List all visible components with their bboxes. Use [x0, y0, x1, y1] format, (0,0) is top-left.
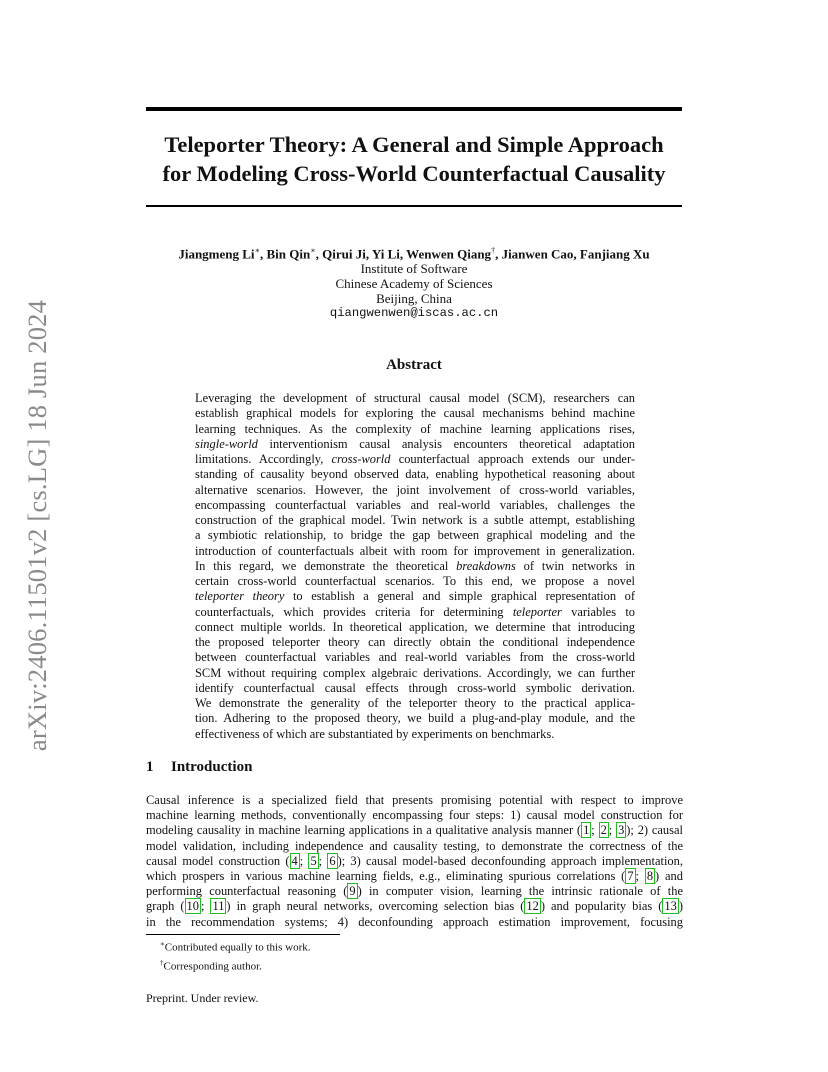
citation-link[interactable]: 7: [627, 868, 634, 883]
abstract-heading: Abstract: [386, 357, 442, 373]
body-line: [146, 854, 683, 869]
citation-link[interactable]: 2: [600, 823, 607, 838]
body-text: performing counterfactual reasoning (: [146, 884, 348, 899]
abstract-text: limitations. Accordingly,: [195, 452, 332, 466]
citation-link[interactable]: 11: [212, 899, 225, 914]
abstract-line: [195, 452, 635, 467]
body-line: model validation, including independence and causality testing, to demonstrate the correctness of the: [146, 838, 683, 853]
citation-separator: ;: [591, 823, 599, 838]
emphasis-text: teleporter theory: [195, 589, 285, 604]
footnote-mark: ∗: [160, 940, 165, 948]
body-line: [146, 884, 683, 899]
body-text: ) and: [655, 868, 683, 883]
abstract-text: of twin networks in: [515, 558, 635, 573]
citation-link[interactable]: 13: [664, 899, 677, 914]
abstract-line: standing of causality beyond observed data, enabling hypothetical reasoning about: [195, 467, 635, 482]
title-top-rule: [146, 107, 682, 111]
footnote-mark: †: [160, 958, 164, 967]
equal-contribution-mark: ∗: [310, 246, 316, 255]
abstract-line: effectiveness of which are substantiated by experiments on benchmarks.: [195, 726, 555, 741]
footnote-corresponding-author: [160, 956, 311, 975]
corresponding-author-mark: †: [491, 246, 496, 255]
abstract-line: encompassing counterfactual variables and real-world variables, challenges the: [195, 497, 635, 512]
abstract-line: alternative scenarios. However, the joint involvement of cross-world variables,: [195, 482, 635, 497]
author-block: [130, 243, 698, 321]
citation-separator: ;: [200, 899, 211, 914]
paper-title-line-1: Teleporter Theory: A General and Simple Approach: [164, 132, 664, 157]
abstract-line: introduction of counterfactuals albeit with room for improvement in generalization.: [195, 543, 635, 558]
body-line: [146, 823, 683, 838]
body-line: Causal inference is a specialized field that presents promising potential with respect to improve: [146, 793, 683, 807]
author-name: , Jianwen Cao, Fanjiang Xu: [495, 246, 650, 262]
abstract-line: Leveraging the development of structural causal model (SCM), researchers can: [195, 391, 635, 405]
author-name: , Qirui Ji, Yi Li, Wenwen Qiang: [315, 246, 492, 262]
preprint-notice: Preprint. Under review.: [146, 991, 259, 1005]
emphasis-text: single-world: [195, 436, 258, 451]
body-text: ); 3) causal model-based deconfounding approach implementation,: [337, 853, 683, 868]
emphasis-text: breakdowns: [456, 558, 516, 573]
footnotes: [160, 937, 311, 974]
footnote-text: Corresponding author.: [163, 960, 262, 973]
equal-contribution-mark: ∗: [254, 246, 260, 255]
body-line: [146, 899, 683, 914]
title-bottom-rule: [146, 205, 682, 207]
body-text: ): [678, 899, 683, 914]
abstract-line: SCM without requiring complex algebraic derivations. Accordingly, we can further: [195, 665, 635, 680]
footnote-equal-contribution: [160, 937, 311, 956]
emphasis-text: cross-world: [331, 452, 391, 466]
author-name: Jiangmeng Li: [178, 246, 255, 262]
citation-link[interactable]: 6: [329, 853, 336, 868]
abstract-line: connect multiple worlds. In theoretical application, we determine that introducing: [195, 619, 635, 634]
body-text: ) in computer vision, learning the intrinsic rationale of the: [357, 884, 683, 899]
abstract-line: learning techniques. As the complexity of machine learning applications rises,: [195, 421, 635, 436]
abstract-text: variables to: [561, 604, 635, 619]
abstract-line: between counterfactual variables and real-world variables from the cross-world: [195, 650, 635, 665]
author-email: qiangwenwen@iscas.ac.cn: [329, 306, 499, 321]
footnote-rule: [146, 934, 340, 935]
citation-separator: ;: [608, 823, 617, 838]
body-line: in the recommendation systems; 4) deconfounding approach estimation improvement, focusing: [146, 914, 683, 929]
section-heading-introduction: [146, 759, 252, 776]
abstract-text: to establish a general and simple graphical representation of: [284, 589, 635, 604]
citation-link[interactable]: 4: [291, 853, 298, 868]
citation-link[interactable]: 3: [618, 823, 625, 838]
footnote-text: Contributed equally to this work.: [164, 941, 311, 954]
body-text: which prospers in various machine learning fields, e.g., eliminating spurious correlations (: [146, 868, 626, 883]
affiliation-academy: Chinese Academy of Sciences: [335, 276, 493, 292]
paper-title: [130, 130, 698, 188]
abstract-line: identify counterfactual causal effects through cross-world symbolic derivation.: [195, 680, 635, 695]
citation-link[interactable]: 5: [310, 853, 317, 868]
citation-link[interactable]: 12: [526, 899, 539, 914]
abstract-line: [195, 437, 635, 452]
section-title: Introduction: [171, 759, 253, 775]
abstract-text: In this regard, we demonstrate the theoretical: [195, 558, 457, 573]
section-number: 1: [146, 759, 154, 775]
body-text: ); 2) causal: [626, 823, 683, 838]
body-text: ) in graph neural networks, overcoming selection bias (: [226, 899, 525, 914]
body-text: graph (: [146, 899, 185, 914]
body-text: causal model construction (: [146, 853, 290, 868]
citation-separator: ;: [635, 868, 645, 883]
abstract-line: the proposed teleporter theory can directly obtain the conditional independence: [195, 635, 635, 649]
abstract-text: interventionism causal analysis encounters theoretical adaptation: [257, 436, 635, 451]
arxiv-identifier-text: arXiv:2406.11501v2 [cs.LG] 18 Jun 2024: [22, 299, 53, 751]
abstract-line: construction of the graphical model. Twin network is a subtle attempt, establishing: [195, 513, 635, 527]
arxiv-identifier: [22, 290, 54, 760]
abstract-line: We demonstrate the generality of the teleporter theory to the practical applica-: [195, 696, 635, 710]
abstract-line: certain cross-world counterfactual scenarios. To this end, we propose a novel: [195, 574, 635, 588]
body-line: [146, 869, 683, 884]
abstract-line: establish graphical models for exploring the causal mechanisms behind machine: [195, 406, 635, 421]
citation-link[interactable]: 8: [646, 868, 654, 883]
body-text: ) and popularity bias (: [540, 899, 663, 914]
abstract-text: counterfactuals, which provides criteria for determining: [195, 604, 513, 619]
abstract-line: tion. Adhering to the proposed theory, we build a plug-and-play module, and the: [195, 711, 635, 726]
abstract-line: [195, 589, 635, 604]
author-list: [130, 243, 698, 261]
citation-link[interactable]: 10: [186, 899, 199, 914]
abstract-line: [195, 605, 635, 620]
abstract-text: counterfactual approach extends our under-: [390, 452, 635, 466]
emphasis-text: teleporter: [512, 604, 562, 619]
affiliation-city: Beijing, China: [376, 291, 452, 307]
citation-link[interactable]: 1: [583, 823, 590, 838]
author-name: , Bin Qin: [260, 246, 311, 262]
introduction-body: [146, 793, 683, 930]
citation-separator: ;: [299, 853, 309, 868]
body-text: modeling causality in machine learning applications in a qualitative analysis manner (: [146, 823, 582, 838]
paper-title-line-2: for Modeling Cross-World Counterfactual Causality: [162, 161, 666, 186]
abstract-line: a symbiotic relationship, to bridge the gap between graphical modeling and the: [195, 528, 635, 543]
citation-separator: ;: [318, 853, 328, 868]
abstract-line: [195, 559, 635, 574]
affiliation-institute: Institute of Software: [360, 261, 468, 277]
abstract-body: [195, 391, 635, 742]
citation-link[interactable]: 9: [349, 884, 356, 899]
body-line: machine learning methods, conventionally encompassing four steps: 1) causal model construction for: [146, 808, 683, 823]
